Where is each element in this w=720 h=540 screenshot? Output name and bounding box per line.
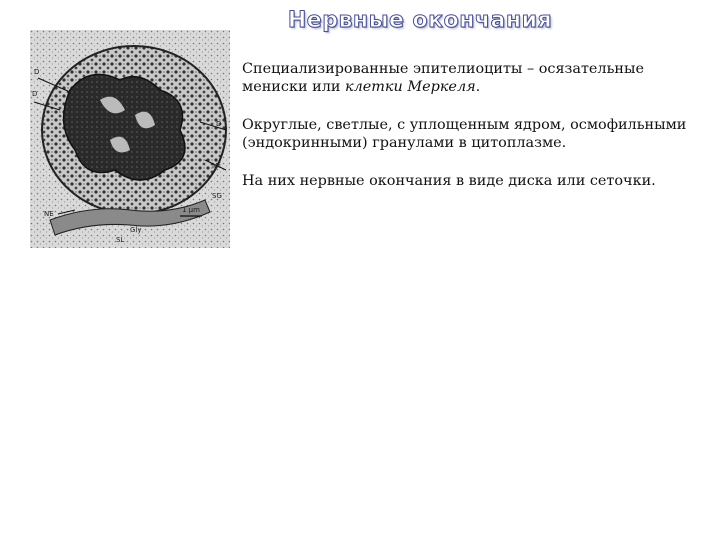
label-d-left: D — [32, 90, 38, 98]
slide-title: Нервные окончания — [287, 8, 553, 33]
label-scale: 1 μm — [182, 206, 200, 214]
paragraph-merkel-cells — [242, 60, 702, 96]
label-sl: SL — [116, 236, 125, 244]
label-d-top-left: D — [34, 68, 40, 76]
paragraph-nerve-endings: На них нервные окончания в виде диска или сеточки. — [242, 173, 656, 189]
label-d-right: D — [216, 120, 222, 128]
label-sg: SG — [212, 192, 222, 200]
paragraph-description: Округлые, светлые, с уплощенным ядром, осмофильными (эндокринными) гранулами в цитоплазме. — [242, 117, 687, 151]
label-ne: NE — [44, 210, 54, 218]
merkel-cell-micrograph — [30, 30, 230, 248]
label-gly: Gly — [130, 226, 142, 234]
paragraph-1-end: . — [475, 79, 481, 95]
merkel-cells-term: клетки Меркеля — [345, 79, 476, 95]
paragraph-1-text: Специализированные эпителиоциты – осязательные мениски или — [242, 61, 644, 95]
label-mf: Mf — [212, 162, 221, 170]
slide-body — [242, 60, 702, 210]
